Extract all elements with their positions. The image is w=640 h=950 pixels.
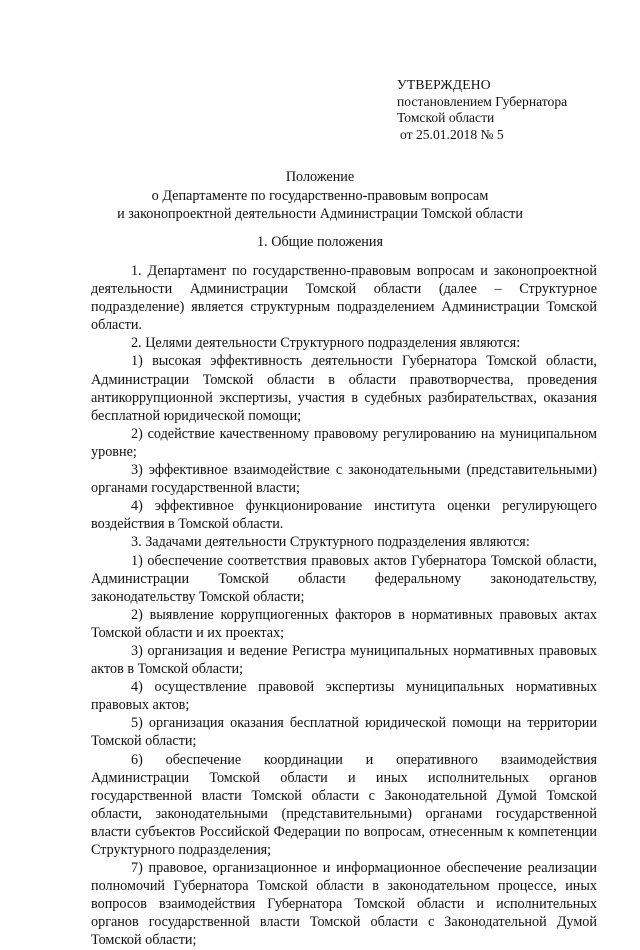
title-line-1: Положение <box>285 169 355 185</box>
paragraph: 1) высокая эффективность деятельности Губернатора Томской области, Администрации Томской области в области правотворчества, проведения антикоррупционной экспертизы, участия в судебных разбирательствах, оказания бесплатной юридической помощи; <box>91 353 597 424</box>
document-title <box>60 168 580 224</box>
approval-date-number: от 25.01.2018 № 5 <box>400 126 504 142</box>
paragraph: 3) организация и ведение Регистра муниципальных нормативных правовых актов в Томской области; <box>91 642 597 678</box>
paragraph: 6) обеспечение координации и оперативного взаимодействия Администрации Томской области и иных исполнительных органов государственной власти Томской области с Законодательной Думой Томской области, законодательными (представительными) органами государственной власти субъектов Российской Федерации по вопросам, отнесенным к компетенции Структурного подразделения; <box>91 751 597 858</box>
title-line-3: и законопроектной деятельности Администрации Томской области <box>117 206 523 222</box>
paragraph: 1. Департамент по государственно-правовым вопросам и законопроектной деятельности Администрации Томской области (далее – Структурное подразделение) является структурным подразделением Администрации Томской области. <box>91 263 597 334</box>
paragraph: 4) осуществление правовой экспертизы муниципальных нормативных правовых актов; <box>91 679 597 714</box>
approval-heading: УТВЕРЖДЕНО <box>397 77 491 92</box>
paragraph: 3. Задачами деятельности Структурного подразделения являются: <box>131 534 530 551</box>
paragraph: 4) эффективное функционирование института оценки регулирующего воздействия в Томской области. <box>91 498 597 533</box>
paragraph: 2. Целями деятельности Структурного подразделения являются: <box>131 335 521 352</box>
section-heading: 1. Общие положения <box>257 234 383 250</box>
paragraph: 1) обеспечение соответствия правовых актов Губернатора Томской области, Администрации Томской области федеральному законодательству, законодательству Томской области; <box>91 552 597 605</box>
paragraph: 2) выявление коррупциогенных факторов в нормативных правовых актах Томской области и их проектах; <box>91 606 597 641</box>
paragraph: 2) содействие качественному правовому регулированию на муниципальном уровне; <box>91 425 597 460</box>
approval-stamp <box>397 77 617 143</box>
paragraph: 5) организация оказания бесплатной юридической помощи на территории Томской области; <box>91 715 597 750</box>
title-line-2: о Департаменте по государственно-правовым вопросам <box>151 187 489 204</box>
approval-region: Томской области <box>397 110 495 125</box>
document-body <box>91 262 597 950</box>
paragraph: 7) правовое, организационное и информационное обеспечение реализации полномочий Губернатора Томской области в законодательном процессе, иных вопросов взаимодействия Губернатора Томской области и исполнительных органов государственной власти Томской области с Законодательной Думой Томской области; <box>91 860 597 949</box>
approval-issuer: постановлением Губернатора <box>397 93 568 109</box>
paragraph: 3) эффективное взаимодействие с законодательными (представительными) органами государственной власти; <box>91 462 597 497</box>
